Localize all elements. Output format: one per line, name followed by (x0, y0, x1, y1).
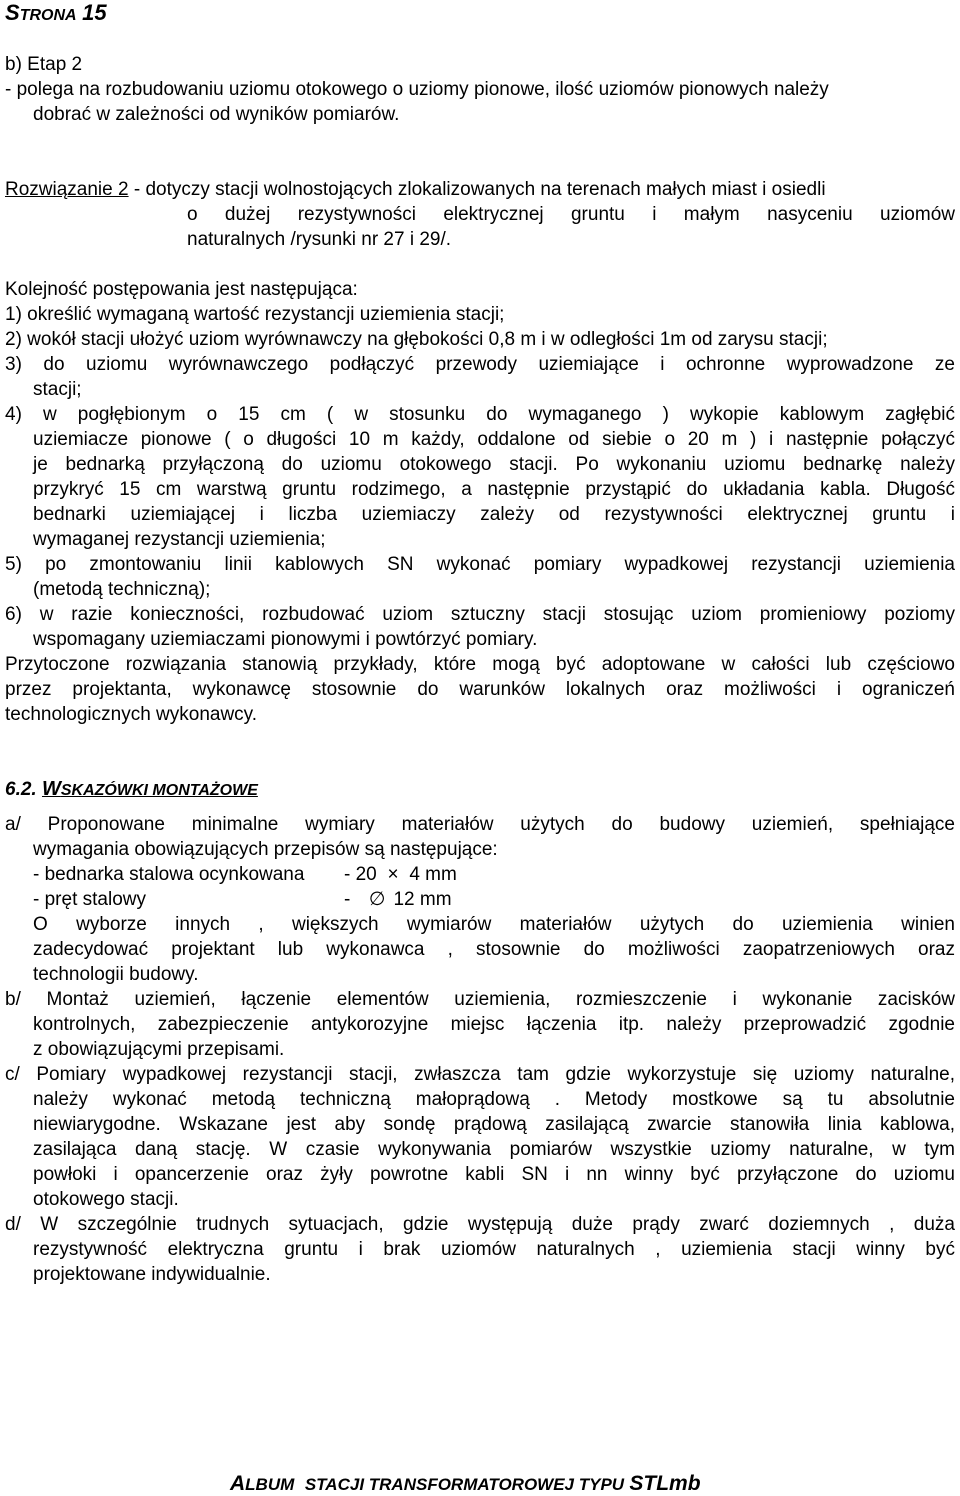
material-dash: - (344, 889, 351, 910)
material-value: 4 mm (409, 864, 457, 885)
procedure-line: przez projektanta, wykonawcę stosownie do warunków lokalnych oraz możliwości i ograniczeń (5, 679, 955, 700)
section-title-rest: SKAZÓWKI MONTAŻOWE (60, 782, 258, 799)
procedure-line: Przytoczone rozwiązania stanowią przykłady, które mogą być adoptowane w całości lub częściowo (5, 654, 955, 675)
b-section-line: z obowiązującymi przepisami. (33, 1039, 285, 1060)
materials-line: a/ Proponowane minimalne wymiary materiałów użytych do budowy uziemień, spełniające (5, 814, 955, 835)
section-number: 6.2. (5, 779, 37, 800)
procedure-line: uziemiacze pionowe ( o długości 10 m każdy, oddalone od siebie o 20 m ) i następnie połączyć (33, 429, 955, 450)
etap-line: - polega na rozbudowaniu uziomu otokowego o uziomy pionowe, ilość uziomów pionowych należy (5, 79, 829, 100)
footer-initial: A (230, 1472, 246, 1495)
page-header (5, 0, 107, 26)
section-title-initial: W (41, 778, 61, 800)
solution-text: - dotyczy stacji wolnostojących zlokalizowanych na terenach małych miast i osiedli (128, 179, 826, 200)
d-section-line: projektowane indywidualnie. (33, 1264, 271, 1285)
materials-note-line: technologii budowy. (33, 964, 199, 985)
procedure-line: 1) określić wymaganą wartość rezystancji uziemienia stacji; (5, 304, 505, 325)
procedure-line: je bednarką przyłączoną do uziomu otokowego stacji. Po wykonaniu uziomu bednarkę należy (33, 454, 955, 475)
etap-title: b) Etap 2 (5, 54, 83, 75)
procedure-line: wymaganej rezystancji uziemienia; (33, 529, 326, 550)
c-section-line: c/ Pomiary wypadkowej rezystancji stacji, zwłaszcza tam gdzie wykorzystuje się uziomy naturalne, (5, 1064, 955, 1085)
page-footer (230, 1472, 701, 1496)
c-section-line: powłoki i opancerzenie oraz żyły powrotne kabli SN i nn winny być przyłączone do uziomu (33, 1164, 955, 1185)
b-section-line: kontrolnych, zabezpieczenie antykorozyjne miejsc łączenia itp. należy przeprowadzić zgodnie (33, 1014, 955, 1035)
materials-note-line: O wyborze innych , większych wymiarów materiałów użytych do uziemienia winien (33, 914, 955, 935)
times-symbol: × (387, 864, 399, 885)
material-item-value (344, 887, 452, 912)
footer-word: LBUM (245, 1475, 295, 1494)
footer-middle: STACJI TRANSFORMATOROWEJ TYPU (304, 1475, 625, 1494)
material-value: - 20 (344, 864, 377, 885)
solution-line: naturalnych /rysunki nr 27 i 29/. (187, 229, 452, 250)
procedure-line: Kolejność postępowania jest następująca: (5, 279, 358, 300)
procedure-line: 2) wokół stacji ułożyć uziom wyrównawczy na głębokości 0,8 m i w odległości 1m od zarysu stacji; (5, 329, 828, 350)
d-section-line: rezystywność elektryczna gruntu i brak uziomów naturalnych , uziemienia stacji winny być (33, 1239, 955, 1260)
procedure-line: technologicznych wykonawcy. (5, 704, 258, 725)
procedure-line: przykryć 15 cm warstwą gruntu rodzimego, a następnie przystąpić do układania kabla. Długość (33, 479, 955, 500)
procedure-line: wspomagany uziemiaczami pionowymi i powtórzyć pomiary. (33, 629, 538, 650)
header-word: TRONA (19, 7, 77, 24)
procedure-line: bednarki uziemiającej i liczba uziemiaczy zależy od rezystywności elektrycznej gruntu i (33, 504, 955, 525)
b-section-line: b/ Montaż uziemień, łączenie elementów uziemienia, rozmieszczenie i wykonanie zacisków (5, 989, 955, 1010)
material-value: 12 mm (393, 889, 452, 910)
materials-note-line: zadecydować projektant lub wykonawca , stosownie do możliwości zaopatrzeniowych oraz (33, 939, 955, 960)
etap-line: dobrać w zależności od wyników pomiarów. (33, 104, 400, 125)
procedure-line: 5) po zmontowaniu linii kablowych SN wykonać pomiary wypadkowej rezystancji uziemienia (5, 554, 955, 575)
c-section-line: niewiarygodne. Wskazane jest aby sondę prądową zasilającą zwarcie stanowiła linia kablowa, (33, 1114, 955, 1135)
procedure-line: stacji; (33, 379, 82, 400)
solution-line: o dużej rezystywności elektrycznej gruntu i małym nasyceniu uziomów (187, 204, 955, 225)
material-item-value (344, 862, 457, 887)
section-heading (5, 777, 258, 803)
d-section-line: d/ W szczególnie trudnych sytuacjach, gdzie występują duże prądy zwarć doziemnych , duża (5, 1214, 955, 1235)
c-section-line: zasilająca daną stację. W czasie wykonywania pomiarów wszystkie uziomy naturalne, w tym (33, 1139, 955, 1160)
procedure-line: 3) do uziomu wyrównawczego podłączyć przewody uziemiające i ochronne wyprowadzone ze (5, 354, 955, 375)
header-initial: S (5, 0, 20, 25)
materials-line: wymagania obowiązujących przepisów są następujące: (33, 839, 498, 860)
diameter-symbol: ∅ (368, 889, 386, 910)
page-number: 15 (82, 0, 107, 25)
material-item-label: - bednarka stalowa ocynkowana (33, 864, 305, 885)
procedure-line: 6) w razie konieczności, rozbudować uziom sztuczny stacji stosując uziom promieniowy poziomy (5, 604, 955, 625)
solution-label: Rozwiązanie 2 (5, 179, 129, 200)
solution-line (5, 177, 826, 202)
section-title (42, 779, 258, 800)
footer-code: STLmb (629, 1472, 701, 1495)
c-section-line: należy wykonać metodą techniczną małoprądową . Metody mostkowe są tu absolutnie (33, 1089, 955, 1110)
material-item-label: - pręt stalowy (33, 889, 146, 910)
procedure-line: 4) w pogłębionym o 15 cm ( w stosunku do wymaganego ) wykopie kablowym zagłębić (5, 404, 955, 425)
procedure-line: (metodą techniczną); (33, 579, 211, 600)
c-section-line: otokowego stacji. (33, 1189, 179, 1210)
